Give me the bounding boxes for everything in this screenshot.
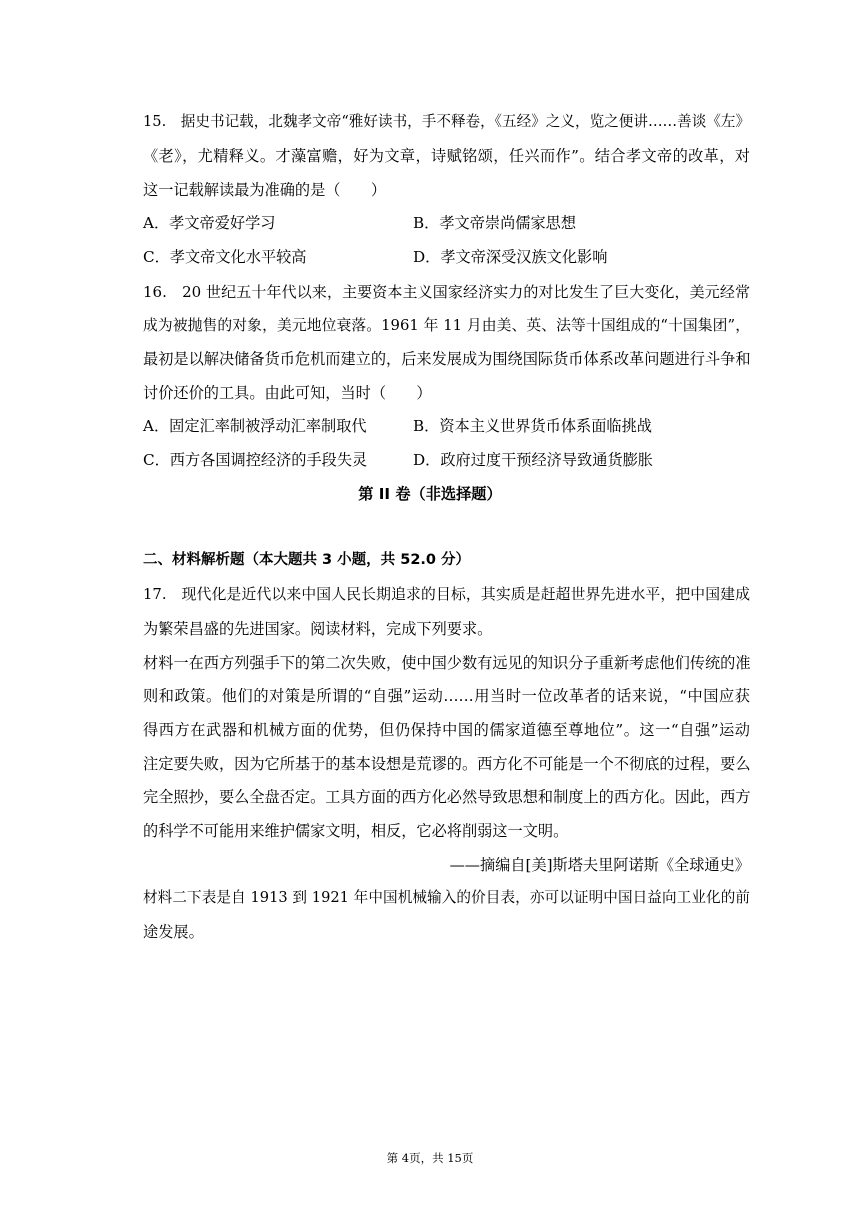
material-1-line-6: 的科学不可能用来维护儒家文明，相反，它必将削弱这一文明。 <box>143 822 569 840</box>
part-2-title: 第 II 卷（非选择题） <box>358 485 502 503</box>
q15-stem-line-3: 这一记载解读最为准确的是（ ） <box>143 181 386 199</box>
q16-stem-line-2: 成为被抛售的对象，美元地位衰落。1961 年 11 月由美、英、法等十国组成的“十国集团”， <box>143 317 750 334</box>
q16-stem-line-4: 讨价还价的工具。由此可知，当时（ ） <box>143 384 432 402</box>
q17-intro-line-2: 为繁荣昌盛的先进国家。阅读材料，完成下列要求。 <box>143 620 493 638</box>
q15-option-b: B．孝文帝崇尚儒家思想 <box>413 214 577 232</box>
q15-option-c: C．孝文帝文化水平较高 <box>143 248 307 266</box>
material-1-line-3: 得西方在武器和机械方面的优势，但仍保持中国的儒家道德至尊地位”。这一“自强”运动 <box>143 721 750 739</box>
q16-stem-line-3: 最初是以解决储备货币危机而建立的，后来发展成为围绕国际货币体系改革问题进行斗争和 <box>143 350 751 368</box>
q16-stem-line-1: 16. 20 世纪五十年代以来，主要资本主义国家经济实力的对比发生了巨大变化，美元经常 <box>143 283 750 301</box>
material-2-line-2: 途发展。 <box>143 923 204 941</box>
material-2-line-1: 材料二下表是自 1913 到 1921 年中国机械输入的价目表，亦可以证明中国日益向工业化的前 <box>143 889 750 906</box>
q16-option-d: D．政府过度干预经济导致通货膨胀 <box>413 451 653 469</box>
q15-option-a: A．孝文帝爱好学习 <box>143 214 276 232</box>
section-heading: 二、材料解析题（本大题共 3 小题，共 52.0 分） <box>143 552 471 568</box>
material-1-line-1: 材料一在西方列强手下的第二次失败，使中国少数有远见的知识分子重新考虑他们传统的准 <box>143 654 751 672</box>
material-1-line-5: 完全照抄，要么全盘否定。工具方面的西方化必然导致思想和制度上的西方化。因此，西方 <box>143 788 751 806</box>
q16-option-b: B．资本主义世界货币体系面临挑战 <box>413 417 652 435</box>
material-1-source: ——摘编自[美]斯塔夫里阿诺斯《全球通史》 <box>449 856 750 874</box>
q15-stem-line-1: 15. 据史书记载，北魏孝文帝“雅好读书，手不释卷，《五经》之义，览之便讲……善谈《左》 <box>143 113 751 130</box>
material-1-line-4: 注定要失败，因为它所基于的基本设想是荒谬的。西方化不可能是一个不彻底的过程，要么 <box>143 755 751 773</box>
q15-stem-line-2: 《老》，尤精释义。才藻富赡，好为文章，诗赋铭颂，任兴而作”。结合孝文帝的改革，对 <box>143 147 750 165</box>
material-1-line-2: 则和政策。他们的对策是所谓的“自强”运动……用当时一位改革者的话来说，“中国应获 <box>143 687 750 705</box>
q17-intro-line-1: 17. 现代化是近代以来中国人民长期追求的目标，其实质是赶超世界先进水平，把中国建成 <box>143 586 750 603</box>
q16-option-c: C．西方各国调控经济的手段失灵 <box>143 451 368 469</box>
page-number: 第 4页，共 15页 <box>386 1151 474 1165</box>
q16-option-a: A．固定汇率制被浮动汇率制取代 <box>143 417 367 435</box>
q15-option-d: D．孝文帝深受汉族文化影响 <box>413 248 608 266</box>
